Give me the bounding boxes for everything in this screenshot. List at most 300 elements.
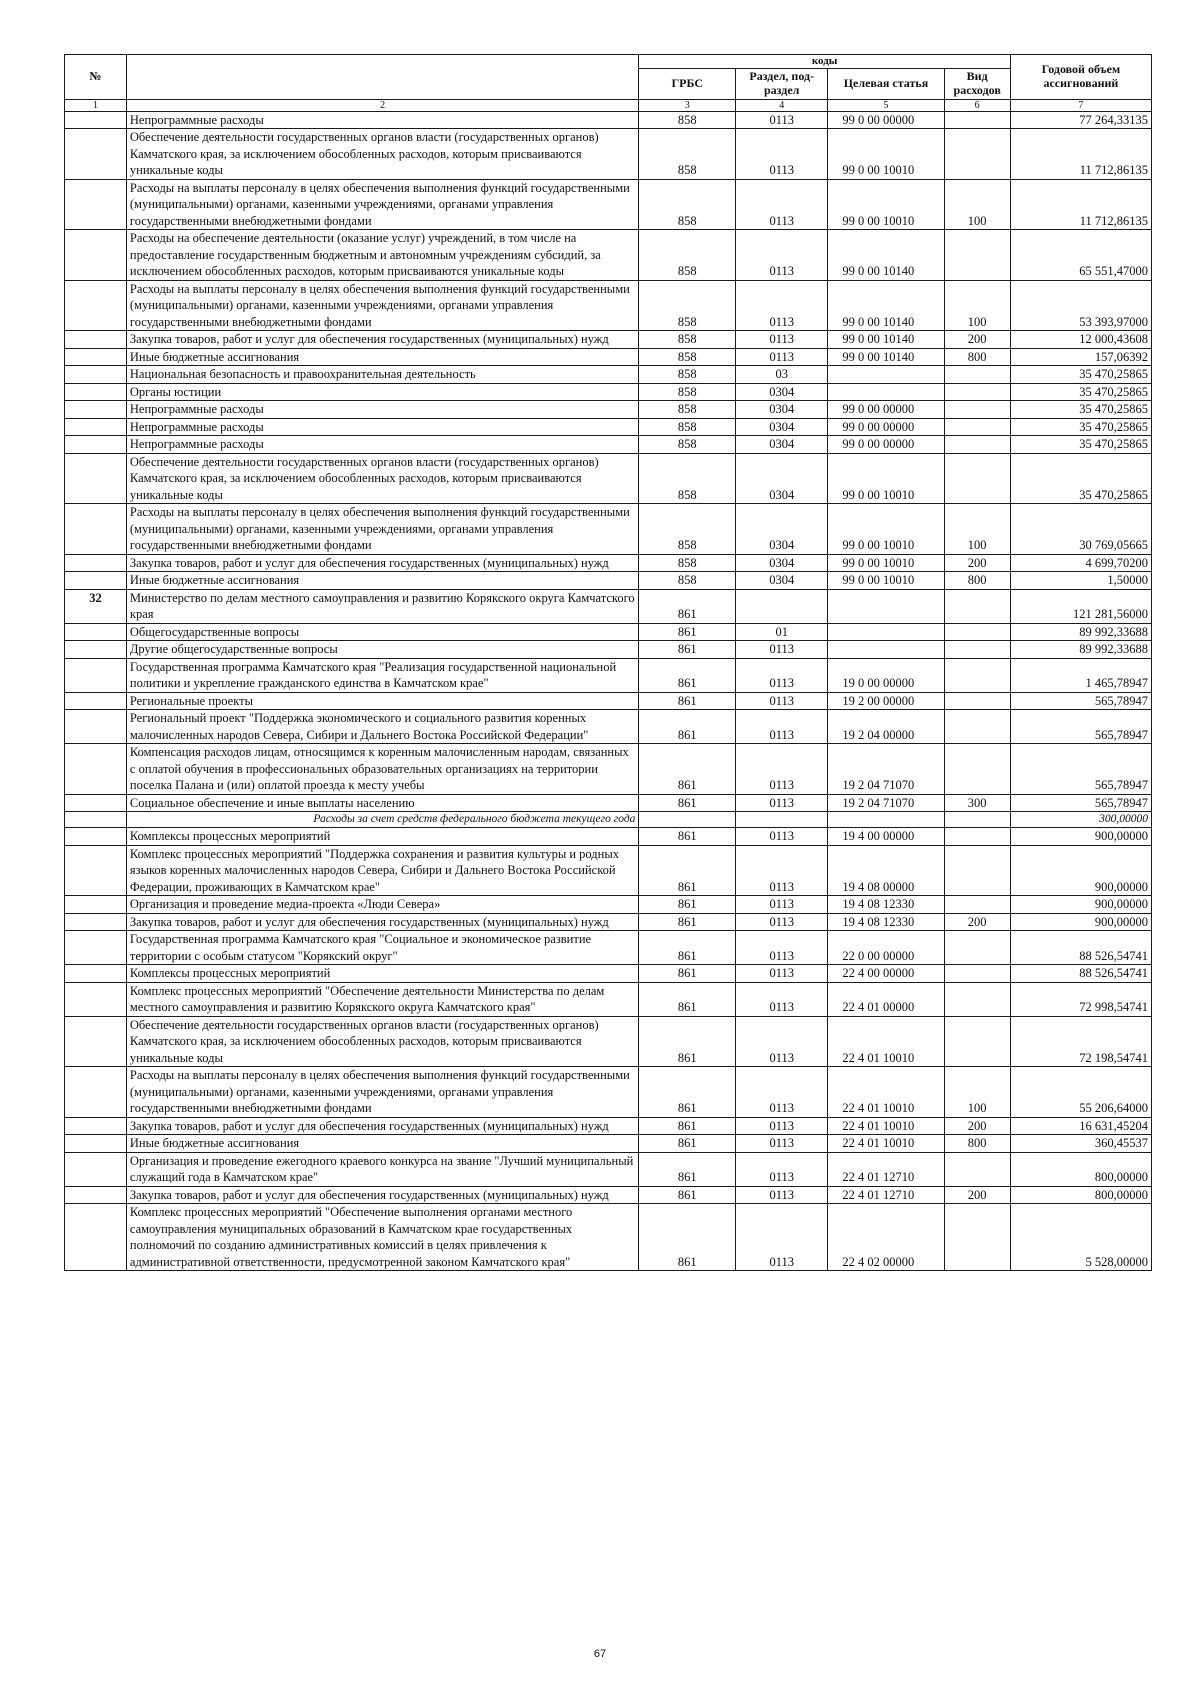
grbs-code: 861	[639, 931, 736, 965]
annual-amount: 35 470,25865	[1010, 366, 1151, 384]
target-article-code: 19 2 00 00000	[828, 692, 944, 710]
annual-amount: 157,06392	[1010, 348, 1151, 366]
grbs-code: 861	[639, 913, 736, 931]
table-row	[65, 828, 1152, 846]
target-article-code: 19 2 04 00000	[828, 710, 944, 744]
grbs-code: 861	[639, 658, 736, 692]
table-row	[65, 744, 1152, 795]
annual-amount: 53 393,97000	[1010, 280, 1151, 331]
expense-name: Иные бюджетные ассигнования	[126, 572, 639, 590]
row-number	[65, 1186, 127, 1204]
budget-table	[64, 54, 1152, 1271]
expense-name: Расходы за счет средств федерального бюджета текущего года	[126, 812, 639, 828]
table-row	[65, 965, 1152, 983]
razdel-code: 0304	[736, 436, 828, 454]
razdel-code: 0113	[736, 1067, 828, 1118]
annual-amount: 4 699,70200	[1010, 554, 1151, 572]
expense-name: Иные бюджетные ассигнования	[126, 348, 639, 366]
table-row	[65, 1152, 1152, 1186]
grbs-code: 858	[639, 572, 736, 590]
table-row	[65, 348, 1152, 366]
annual-amount: 35 470,25865	[1010, 453, 1151, 504]
row-number	[65, 1135, 127, 1153]
expense-type-code	[944, 1152, 1010, 1186]
razdel-code: 0113	[736, 1204, 828, 1271]
header-name	[126, 55, 639, 100]
razdel-code: 03	[736, 366, 828, 384]
annual-amount: 77 264,33135	[1010, 111, 1151, 129]
row-number	[65, 641, 127, 659]
grbs-code: 861	[639, 692, 736, 710]
grbs-code: 858	[639, 554, 736, 572]
grbs-code: 861	[639, 1067, 736, 1118]
expense-name: Социальное обеспечение и иные выплаты населению	[126, 794, 639, 812]
expense-name: Обеспечение деятельности государственных органов власти (государственных органов) Камчатского края, за исключением обособленных расходов, которым присваиваются уникальные коды	[126, 453, 639, 504]
expense-type-code: 200	[944, 1186, 1010, 1204]
expense-type-code	[944, 1016, 1010, 1067]
razdel-code: 0304	[736, 504, 828, 555]
expense-type-code: 300	[944, 794, 1010, 812]
grbs-code: 861	[639, 1117, 736, 1135]
table-row	[65, 129, 1152, 180]
target-article-code: 19 2 04 71070	[828, 794, 944, 812]
razdel-code: 0113	[736, 331, 828, 349]
razdel-code: 0304	[736, 401, 828, 419]
grbs-code: 858	[639, 401, 736, 419]
expense-name: Министерство по делам местного самоуправления и развитию Корякского округа Камчатского края	[126, 589, 639, 623]
annual-amount: 12 000,43608	[1010, 331, 1151, 349]
table-row	[65, 111, 1152, 129]
expense-type-code	[944, 744, 1010, 795]
column-index: 4	[736, 99, 828, 111]
target-article-code: 22 4 00 00000	[828, 965, 944, 983]
expense-type-code	[944, 401, 1010, 419]
target-article-code: 99 0 00 10010	[828, 554, 944, 572]
table-row	[65, 1016, 1152, 1067]
expense-type-code	[944, 453, 1010, 504]
row-number	[65, 896, 127, 914]
target-article-code	[828, 383, 944, 401]
row-number	[65, 812, 127, 828]
expense-type-code	[944, 965, 1010, 983]
header-vid: Вид расходов	[944, 68, 1010, 99]
annual-amount: 900,00000	[1010, 913, 1151, 931]
expense-type-code	[944, 111, 1010, 129]
razdel-code: 0113	[736, 179, 828, 230]
razdel-code: 0304	[736, 418, 828, 436]
expense-type-code: 200	[944, 331, 1010, 349]
grbs-code: 858	[639, 436, 736, 454]
target-article-code: 22 4 01 10010	[828, 1016, 944, 1067]
target-article-code	[828, 812, 944, 828]
target-article-code	[828, 623, 944, 641]
expense-name: Другие общегосударственные вопросы	[126, 641, 639, 659]
razdel-code: 0113	[736, 1135, 828, 1153]
annual-amount: 11 712,86135	[1010, 129, 1151, 180]
annual-amount: 55 206,64000	[1010, 1067, 1151, 1118]
grbs-code: 861	[639, 845, 736, 896]
row-number	[65, 794, 127, 812]
expense-name: Расходы на выплаты персоналу в целях обеспечения выполнения функций государственными (муниципальными) органами, казенными учреждениями, органами управления государственными внебюджетными фондами	[126, 179, 639, 230]
table-row	[65, 710, 1152, 744]
expense-type-code	[944, 896, 1010, 914]
grbs-code: 858	[639, 366, 736, 384]
expense-type-code	[944, 383, 1010, 401]
row-number	[65, 1016, 127, 1067]
razdel-code: 0113	[736, 913, 828, 931]
razdel-code: 0113	[736, 845, 828, 896]
target-article-code: 99 0 00 10140	[828, 348, 944, 366]
razdel-code: 0113	[736, 1186, 828, 1204]
razdel-code: 0113	[736, 982, 828, 1016]
row-number	[65, 280, 127, 331]
razdel-code	[736, 812, 828, 828]
expense-name: Региональный проект "Поддержка экономического и социального развития коренных малочисленных народов Севера, Сибири и Дальнего Востока Российской Федерации"	[126, 710, 639, 744]
razdel-code: 0113	[736, 280, 828, 331]
table-row	[65, 845, 1152, 896]
annual-amount: 11 712,86135	[1010, 179, 1151, 230]
row-number	[65, 348, 127, 366]
razdel-code: 0113	[736, 348, 828, 366]
expense-name: Государственная программа Камчатского края "Реализация государственной национальной политики и укрепление гражданского единства в Камчатском крае"	[126, 658, 639, 692]
expense-type-code: 800	[944, 348, 1010, 366]
table-row	[65, 383, 1152, 401]
expense-type-code	[944, 436, 1010, 454]
razdel-code: 0113	[736, 230, 828, 281]
target-article-code: 19 4 08 00000	[828, 845, 944, 896]
razdel-code: 0304	[736, 453, 828, 504]
expense-name: Обеспечение деятельности государственных органов власти (государственных органов) Камчатского края, за исключением обособленных расходов, которым присваиваются уникальные коды	[126, 1016, 639, 1067]
grbs-code: 861	[639, 794, 736, 812]
target-article-code: 22 4 01 10010	[828, 1135, 944, 1153]
table-row	[65, 658, 1152, 692]
row-number	[65, 554, 127, 572]
expense-type-code: 100	[944, 1067, 1010, 1118]
target-article-code: 22 4 01 10010	[828, 1067, 944, 1118]
table-row	[65, 1067, 1152, 1118]
target-article-code: 99 0 00 10010	[828, 572, 944, 590]
row-number	[65, 1152, 127, 1186]
razdel-code: 0113	[736, 931, 828, 965]
target-article-code: 19 4 08 12330	[828, 913, 944, 931]
razdel-code: 0113	[736, 641, 828, 659]
grbs-code: 858	[639, 348, 736, 366]
annual-amount: 800,00000	[1010, 1186, 1151, 1204]
grbs-code: 858	[639, 504, 736, 555]
row-number	[65, 1204, 127, 1271]
annual-amount: 565,78947	[1010, 710, 1151, 744]
table-row	[65, 641, 1152, 659]
target-article-code: 99 0 00 10010	[828, 129, 944, 180]
grbs-code: 858	[639, 383, 736, 401]
annual-amount: 900,00000	[1010, 845, 1151, 896]
header-num: №	[65, 55, 127, 100]
table-row-note	[65, 812, 1152, 828]
row-number	[65, 931, 127, 965]
grbs-code: 861	[639, 589, 736, 623]
expense-name: Организация и проведение ежегодного краевого конкурса на звание "Лучший муниципальный служащий года в Камчатском крае"	[126, 1152, 639, 1186]
target-article-code: 99 0 00 00000	[828, 401, 944, 419]
column-index: 3	[639, 99, 736, 111]
razdel-code: 0304	[736, 572, 828, 590]
annual-amount: 65 551,47000	[1010, 230, 1151, 281]
table-row	[65, 623, 1152, 641]
row-number: 32	[65, 589, 127, 623]
row-number	[65, 504, 127, 555]
table-row	[65, 401, 1152, 419]
header-target: Целевая статья	[828, 68, 944, 99]
target-article-code	[828, 641, 944, 659]
razdel-code: 0113	[736, 965, 828, 983]
annual-amount: 300,00000	[1010, 812, 1151, 828]
grbs-code: 861	[639, 965, 736, 983]
column-index: 2	[126, 99, 639, 111]
grbs-code: 861	[639, 1186, 736, 1204]
expense-type-code	[944, 692, 1010, 710]
row-number	[65, 658, 127, 692]
expense-name: Закупка товаров, работ и услуг для обеспечения государственных (муниципальных) нужд	[126, 1117, 639, 1135]
row-number	[65, 401, 127, 419]
grbs-code: 858	[639, 179, 736, 230]
grbs-code: 858	[639, 331, 736, 349]
expense-type-code	[944, 710, 1010, 744]
header-codes: коды	[639, 55, 1010, 69]
expense-name: Государственная программа Камчатского края "Социальное и экономическое развитие территории с особым статусом "Корякский округ"	[126, 931, 639, 965]
expense-name: Расходы на обеспечение деятельности (оказание услуг) учреждений, в том числе на предоставление государственным бюджетным и автономным учреждениям субсидий, за исключением обособленных расходов, которым присваиваются уникальные коды	[126, 230, 639, 281]
razdel-code: 0113	[736, 129, 828, 180]
expense-type-code	[944, 845, 1010, 896]
expense-name: Компенсация расходов лицам, относящимся к коренным малочисленным народам, связанных с оплатой обучения в профессиональных образовательных организациях на территории поселка Палана и (или) оплатой проезда к месту учебы	[126, 744, 639, 795]
annual-amount: 16 631,45204	[1010, 1117, 1151, 1135]
expense-name: Закупка товаров, работ и услуг для обеспечения государственных (муниципальных) нужд	[126, 913, 639, 931]
expense-type-code: 800	[944, 572, 1010, 590]
grbs-code: 861	[639, 828, 736, 846]
target-article-code: 99 0 00 10010	[828, 504, 944, 555]
table-row	[65, 230, 1152, 281]
expense-type-code	[944, 641, 1010, 659]
target-article-code: 99 0 00 00000	[828, 111, 944, 129]
expense-name: Закупка товаров, работ и услуг для обеспечения государственных (муниципальных) нужд	[126, 554, 639, 572]
annual-amount: 900,00000	[1010, 828, 1151, 846]
header-razdel: Раздел, под-раздел	[736, 68, 828, 99]
row-number	[65, 572, 127, 590]
expense-name: Комплекс процессных мероприятий "Обеспечение выполнения органами местного самоуправления муниципальных образований в Камчатском крае государственных полномочий по созданию административных комиссий в целях привлечения к административной ответственности, предусмотренной законом Камчатского края"	[126, 1204, 639, 1271]
target-article-code: 99 0 00 10140	[828, 280, 944, 331]
column-index: 7	[1010, 99, 1151, 111]
row-number	[65, 436, 127, 454]
grbs-code: 861	[639, 896, 736, 914]
row-number	[65, 1067, 127, 1118]
annual-amount: 565,78947	[1010, 794, 1151, 812]
annual-amount: 35 470,25865	[1010, 401, 1151, 419]
expense-name: Обеспечение деятельности государственных органов власти (государственных органов) Камчатского края, за исключением обособленных расходов, которым присваиваются уникальные коды	[126, 129, 639, 180]
column-index-row	[65, 99, 1152, 111]
target-article-code: 99 0 00 10010	[828, 179, 944, 230]
table-row	[65, 589, 1152, 623]
column-index: 5	[828, 99, 944, 111]
annual-amount: 800,00000	[1010, 1152, 1151, 1186]
table-row	[65, 572, 1152, 590]
annual-amount: 1,50000	[1010, 572, 1151, 590]
expense-name: Комплексы процессных мероприятий	[126, 828, 639, 846]
grbs-code: 858	[639, 129, 736, 180]
table-row	[65, 436, 1152, 454]
annual-amount: 89 992,33688	[1010, 641, 1151, 659]
target-article-code: 99 0 00 10140	[828, 331, 944, 349]
razdel-code: 0113	[736, 710, 828, 744]
razdel-code: 0113	[736, 111, 828, 129]
table-row	[65, 1204, 1152, 1271]
document-sheet	[64, 54, 1152, 1271]
expense-name: Непрограммные расходы	[126, 401, 639, 419]
table-row	[65, 982, 1152, 1016]
expense-name: Комплекс процессных мероприятий "Обеспечение деятельности Министерства по делам местного самоуправления и развитию Корякского округа Камчатского края"	[126, 982, 639, 1016]
table-row	[65, 331, 1152, 349]
target-article-code: 22 4 01 00000	[828, 982, 944, 1016]
expense-type-code	[944, 366, 1010, 384]
expense-type-code: 200	[944, 913, 1010, 931]
grbs-code: 861	[639, 623, 736, 641]
expense-name: Комплексы процессных мероприятий	[126, 965, 639, 983]
expense-type-code	[944, 230, 1010, 281]
table-row	[65, 366, 1152, 384]
header-grbs: ГРБС	[639, 68, 736, 99]
row-number	[65, 913, 127, 931]
expense-type-code: 100	[944, 280, 1010, 331]
table-row	[65, 794, 1152, 812]
row-number	[65, 418, 127, 436]
annual-amount: 35 470,25865	[1010, 383, 1151, 401]
razdel-code: 0304	[736, 554, 828, 572]
expense-type-code	[944, 589, 1010, 623]
razdel-code	[736, 589, 828, 623]
target-article-code	[828, 589, 944, 623]
table-header	[65, 55, 1152, 112]
target-article-code: 22 4 01 10010	[828, 1117, 944, 1135]
expense-name: Комплекс процессных мероприятий "Поддержка сохранения и развития культуры и родных языков коренных малочисленных народов Севера, Сибири и Дальнего Востока Российской Федерации, проживающих в Камчатском крае"	[126, 845, 639, 896]
expense-type-code	[944, 812, 1010, 828]
grbs-code: 861	[639, 1152, 736, 1186]
annual-amount: 5 528,00000	[1010, 1204, 1151, 1271]
expense-name: Расходы на выплаты персоналу в целях обеспечения выполнения функций государственными (муниципальными) органами, казенными учреждениями, органами управления государственными внебюджетными фондами	[126, 1067, 639, 1118]
expense-type-code: 200	[944, 1117, 1010, 1135]
row-number	[65, 129, 127, 180]
razdel-code: 0113	[736, 794, 828, 812]
target-article-code: 99 0 00 10010	[828, 453, 944, 504]
expense-name: Расходы на выплаты персоналу в целях обеспечения выполнения функций государственными (муниципальными) органами, казенными учреждениями, органами управления государственными внебюджетными фондами	[126, 504, 639, 555]
annual-amount: 565,78947	[1010, 744, 1151, 795]
annual-amount: 565,78947	[1010, 692, 1151, 710]
table-row	[65, 913, 1152, 931]
annual-amount: 35 470,25865	[1010, 418, 1151, 436]
target-article-code: 19 2 04 71070	[828, 744, 944, 795]
expense-name: Органы юстиции	[126, 383, 639, 401]
target-article-code	[828, 366, 944, 384]
expense-name: Организация и проведение медиа-проекта «Люди Севера»	[126, 896, 639, 914]
table-row	[65, 692, 1152, 710]
target-article-code: 99 0 00 00000	[828, 436, 944, 454]
expense-name: Иные бюджетные ассигнования	[126, 1135, 639, 1153]
table-row	[65, 1117, 1152, 1135]
annual-amount: 30 769,05665	[1010, 504, 1151, 555]
target-article-code: 19 0 00 00000	[828, 658, 944, 692]
expense-name: Непрограммные расходы	[126, 111, 639, 129]
grbs-code	[639, 812, 736, 828]
row-number	[65, 366, 127, 384]
annual-amount: 72 998,54741	[1010, 982, 1151, 1016]
grbs-code: 861	[639, 710, 736, 744]
expense-type-code	[944, 982, 1010, 1016]
razdel-code: 0113	[736, 744, 828, 795]
razdel-code: 0113	[736, 1016, 828, 1067]
expense-type-code	[944, 623, 1010, 641]
expense-type-code	[944, 828, 1010, 846]
razdel-code: 0113	[736, 658, 828, 692]
table-row	[65, 554, 1152, 572]
expense-type-code	[944, 1204, 1010, 1271]
razdel-code: 01	[736, 623, 828, 641]
target-article-code: 19 4 00 00000	[828, 828, 944, 846]
grbs-code: 858	[639, 418, 736, 436]
row-number	[65, 828, 127, 846]
expense-type-code: 200	[944, 554, 1010, 572]
annual-amount: 89 992,33688	[1010, 623, 1151, 641]
grbs-code: 861	[639, 1016, 736, 1067]
annual-amount: 72 198,54741	[1010, 1016, 1151, 1067]
table-body	[65, 111, 1152, 1271]
row-number	[65, 623, 127, 641]
expense-name: Общегосударственные вопросы	[126, 623, 639, 641]
target-article-code: 22 4 01 12710	[828, 1152, 944, 1186]
razdel-code: 0113	[736, 896, 828, 914]
expense-type-code: 100	[944, 179, 1010, 230]
row-number	[65, 845, 127, 896]
table-row	[65, 1186, 1152, 1204]
grbs-code: 858	[639, 230, 736, 281]
grbs-code: 858	[639, 453, 736, 504]
expense-name: Закупка товаров, работ и услуг для обеспечения государственных (муниципальных) нужд	[126, 1186, 639, 1204]
row-number	[65, 1117, 127, 1135]
target-article-code: 99 0 00 00000	[828, 418, 944, 436]
grbs-code: 861	[639, 641, 736, 659]
expense-name: Национальная безопасность и правоохранительная деятельность	[126, 366, 639, 384]
grbs-code: 861	[639, 982, 736, 1016]
grbs-code: 858	[639, 280, 736, 331]
expense-type-code: 100	[944, 504, 1010, 555]
annual-amount: 121 281,56000	[1010, 589, 1151, 623]
table-row	[65, 418, 1152, 436]
column-index: 6	[944, 99, 1010, 111]
row-number	[65, 453, 127, 504]
expense-type-code	[944, 931, 1010, 965]
annual-amount: 900,00000	[1010, 896, 1151, 914]
row-number	[65, 982, 127, 1016]
razdel-code: 0113	[736, 692, 828, 710]
table-row	[65, 931, 1152, 965]
grbs-code: 861	[639, 1204, 736, 1271]
table-row	[65, 179, 1152, 230]
row-number	[65, 744, 127, 795]
row-number	[65, 710, 127, 744]
annual-amount: 360,45537	[1010, 1135, 1151, 1153]
razdel-code: 0113	[736, 1152, 828, 1186]
table-row	[65, 280, 1152, 331]
row-number	[65, 692, 127, 710]
target-article-code: 22 0 00 00000	[828, 931, 944, 965]
razdel-code: 0113	[736, 1117, 828, 1135]
annual-amount: 35 470,25865	[1010, 436, 1151, 454]
page-number: 67	[593, 1648, 607, 1660]
